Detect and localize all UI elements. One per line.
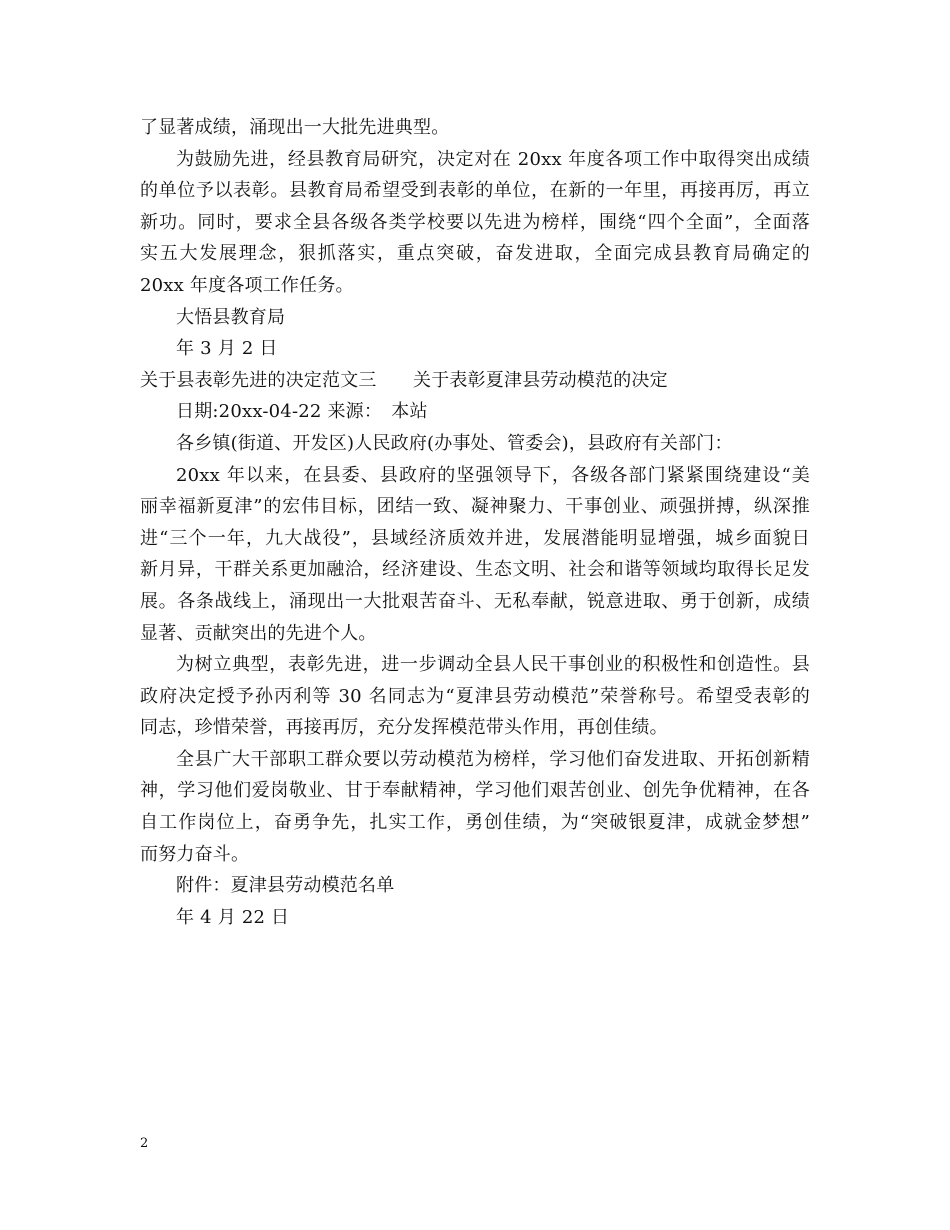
- paragraph-line: 进“三个一年，九大战役”，县域经济质效并进，发展潜能明显增强，城乡面貌日: [140, 527, 810, 549]
- paragraph-line: 神，学习他们爱岗敬业、甘于奉献精神，学习他们艰苦创业、创先争优精神，在各: [140, 780, 810, 802]
- paragraph-line: 新功。同时，要求全县各级各类学校要以先进为榜样，围绕“四个全面”，全面落: [140, 211, 810, 233]
- paragraph-line: 展。各条战线上，涌现出一大批艰苦奋斗、无私奉献，锐意进取、勇于创新，成绩: [140, 590, 810, 612]
- document-body: [140, 112, 810, 933]
- paragraph-line: 为树立典型，表彰先进，进一步调动全县人民干事创业的积极性和创造性。县: [176, 654, 810, 676]
- paragraph-line: 实五大发展理念，狠抓落实，重点突破，奋发进取，全面完成县教育局确定的: [140, 243, 810, 265]
- paragraph-line: 的单位予以表彰。县教育局希望受到表彰的单位，在新的一年里，再接再厉，再立: [140, 180, 810, 202]
- paragraph-line: 新月异，干群关系更加融洽，经济建设、生态文明、社会和谐等领域均取得长足发: [140, 559, 810, 581]
- source-line: 日期:20xx-04-22 来源： 本站: [176, 401, 428, 423]
- section-title: 关于县表彰先进的决定范文三 关于表彰夏津县劳动模范的决定: [140, 369, 668, 391]
- paragraph-line: 了显著成绩，涌现出一大批先进典型。: [140, 117, 450, 138]
- paragraph-line: 20xx 年以来，在县委、县政府的坚强领导下，各级各部门紧紧围绕建设“美: [176, 464, 810, 486]
- paragraph-line: 而努力奋斗。: [140, 843, 250, 865]
- date-line: 年 3 月 2 日: [176, 338, 278, 360]
- salutation-line: 各乡镇(街道、开发区)人民政府(办事处、管委会)，县政府有关部门：: [176, 432, 733, 454]
- paragraph-line: 同志，珍惜荣誉，再接再厉，充分发挥模范带头作用，再创佳绩。: [140, 717, 668, 739]
- paragraph-line: 政府决定授予孙丙利等 30 名同志为“夏津县劳动模范”荣誉称号。希望受表彰的: [140, 685, 810, 707]
- paragraph-line: 丽幸福新夏津”的宏伟目标，团结一致、凝神聚力、干事创业、顽强拼搏，纵深推: [140, 496, 810, 518]
- issuer-line: 大悟县教育局: [176, 306, 286, 328]
- paragraph-line: 为鼓励先进，经县教育局研究，决定对在 20xx 年度各项工作中取得突出成绩: [176, 148, 810, 170]
- attachment-line: 附件：夏津县劳动模范名单: [176, 875, 395, 897]
- paragraph-line: 显著、贡献突出的先进个人。: [140, 622, 377, 644]
- paragraph-line: 自工作岗位上，奋勇争先，扎实工作，勇创佳绩，为“突破银夏津，成就金梦想”: [140, 812, 810, 834]
- paragraph-line: 全县广大干部职工群众要以劳动模范为榜样，学习他们奋发进取、开拓创新精: [176, 748, 810, 770]
- paragraph-line: 20xx 年度各项工作任务。: [140, 274, 354, 296]
- date-line: 年 4 月 22 日: [176, 906, 290, 928]
- page-number: 2: [140, 1136, 149, 1151]
